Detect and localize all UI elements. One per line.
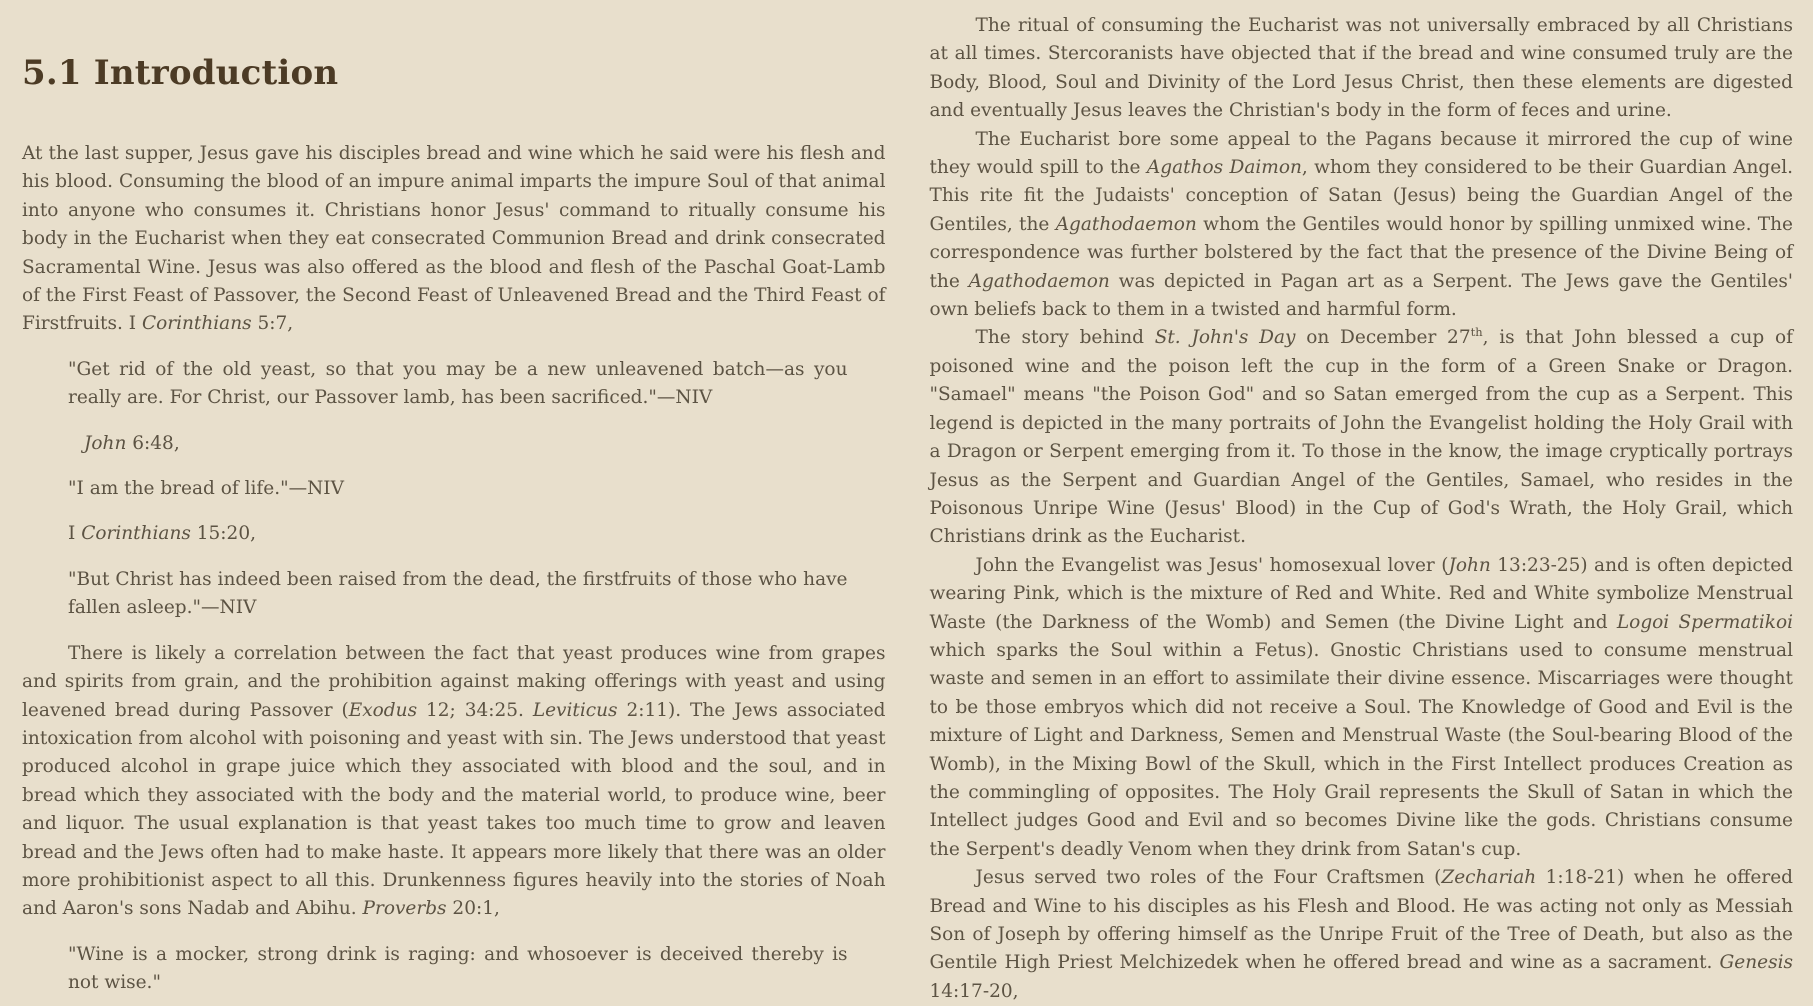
scripture-reference: John 6:48, [84, 432, 180, 454]
body-paragraph: John the Evangelist was Jesus' homosexual lover (John 13:23-25) and is often depicted wearing Pink, which is the mixture of Red and White. Red and White symbolize Menstrual Waste (the Darkness of the Womb) and Semen (the Divine Light and Logoi Spermatikoi which sparks the Soul within a Fetus). Gnostic Christians used to consume menstrual waste and semen in an effort to assimilate their divine essence. Miscarriages were thought to be those embryos which did not receive a Soul. The Knowledge of Good and Evil is the mixture of Light and Darkness, Semen and Menstrual Waste (the Soul-bearing Blood of the Womb), in the Mixing Bowl of the Skull, which in the First Intellect produces Creation as the commingling of opposites. The Holy Grail represents the Skull of Satan in which the Intellect judges Good and Evil and so becomes Divine like the gods. Christians consume the Serpent's deadly Venom when they drink from Satan's cup. [929, 554, 1794, 860]
block-quote: "I am the bread of life."—NIV [68, 478, 344, 500]
body-paragraph: Jesus served two roles of the Four Craftsmen (Zechariah 1:18-21) when he offered Bread and Wine to his disciples as his Flesh and Blood. He was acting not only as Messiah Son of Joseph by offering himself as the Unripe Fruit of the Tree of Death, but also as the Gentile High Priest Melchizedek when he offered bread and wine as a sacrament. Genesis 14:17-20, [929, 867, 1793, 1002]
left-column [22, 0, 886, 994]
block-quote: "Get rid of the old yeast, so that you may be a new unleavened batch—as you really are. For Christ, our Passover lamb, has been sacrificed."—NIV [68, 358, 848, 409]
body-paragraph: The ritual of consuming the Eucharist was not universally embraced by all Christians at all times. Stercoranists have objected that if the bread and wine consumed truly are the Body, Blood, Soul and Divinity of the Lord Jesus Christ, then these elements are digested and eventually Jesus leaves the Christian's body in the form of feces and urine. [929, 15, 1793, 122]
block-quote: I Corinthians 15:20, [68, 523, 256, 545]
right-column-blocks [930, 12, 1794, 1006]
body-paragraph: At the last supper, Jesus gave his disciples bread and wine which he said were his flesh and his blood. Consuming the blood of an impure animal imparts the impure Soul of that animal into anyone who consumes it. Christians honor Jesus' command to ritually consume his body in the Eucharist when they eat consecrated Communion Bread and drink consecrated Sacramental Wine. Jesus was also offered as the blood and flesh of the Paschal Goat-Lamb of the First Feast of Passover, the Second Feast of Unleavened Bread and the Third Feast of Firstfruits. I Corinthians 5:7, [22, 143, 886, 335]
left-column-blocks [22, 140, 886, 998]
block-quote: "But Christ has indeed been raised from the dead, the firstfruits of those who have fallen asleep."—NIV [68, 568, 848, 619]
block-quote: "Wine is a mocker, strong drink is raging: and whosoever is deceived thereby is not wise." [68, 943, 848, 994]
right-column [929, 0, 1794, 1002]
body-paragraph: There is likely a correlation between the fact that yeast produces wine from grapes and spirits from grain, and the prohibition against making offerings with yeast and using leavened bread during Passover (Exodus 12; 34:25. Leviticus 2:11). The Jews associated intoxication from alcohol with poisoning and yeast with sin. The Jews understood that yeast produced alcohol in grape juice which they associated with blood and the soul, and in bread which they associated with the body and the material world, to produce wine, beer and liquor. The usual explanation is that yeast takes too much time to grow and leaven bread and the Jews often had to make haste. It appears more likely that there was an older more prohibitionist aspect to all this. Drunkenness figures heavily into the stories of Noah and Aaron's sons Nadab and Abihu. Proverbs 20:1, [22, 642, 886, 920]
body-paragraph: The Eucharist bore some appeal to the Pagans because it mirrored the cup of wine they would spill to the Agathos Daimon, whom they considered to be their Guardian Angel. This rite fit the Judaists' conception of Satan (Jesus) being the Guardian Angel of the Gentiles, the Agathodaemon whom the Gentiles would honor by spilling unmixed wine. The correspondence was further bolstered by the fact that the presence of the Divine Being of the Agathodaemon was depicted in Pagan art as a Serpent. The Jews gave the Gentiles' own beliefs back to them in a twisted and harmful form. [929, 128, 1794, 321]
section-heading: 5.1 Introduction [22, 53, 339, 93]
body-paragraph: The story behind St. John's Day on December 27th, is that John blessed a cup of poisoned wine and the poison left the cup in the form of a Green Snake or Dragon. "Samael" means "the Poison God" and so Satan emerged from the cup as a Serpent. This legend is depicted in the many portraits of John the Evangelist holding the Holy Grail with a Dragon or Serpent emerging from it. To those in the know, the image cryptically portrays Jesus as the Serpent and Guardian Angel of the Gentiles, Samael, who resides in the Poisonous Unripe Wine (Jesus' Blood) in the Cup of God's Wrath, the Holy Grail, which Christians drink as the Eucharist. [929, 325, 1793, 548]
